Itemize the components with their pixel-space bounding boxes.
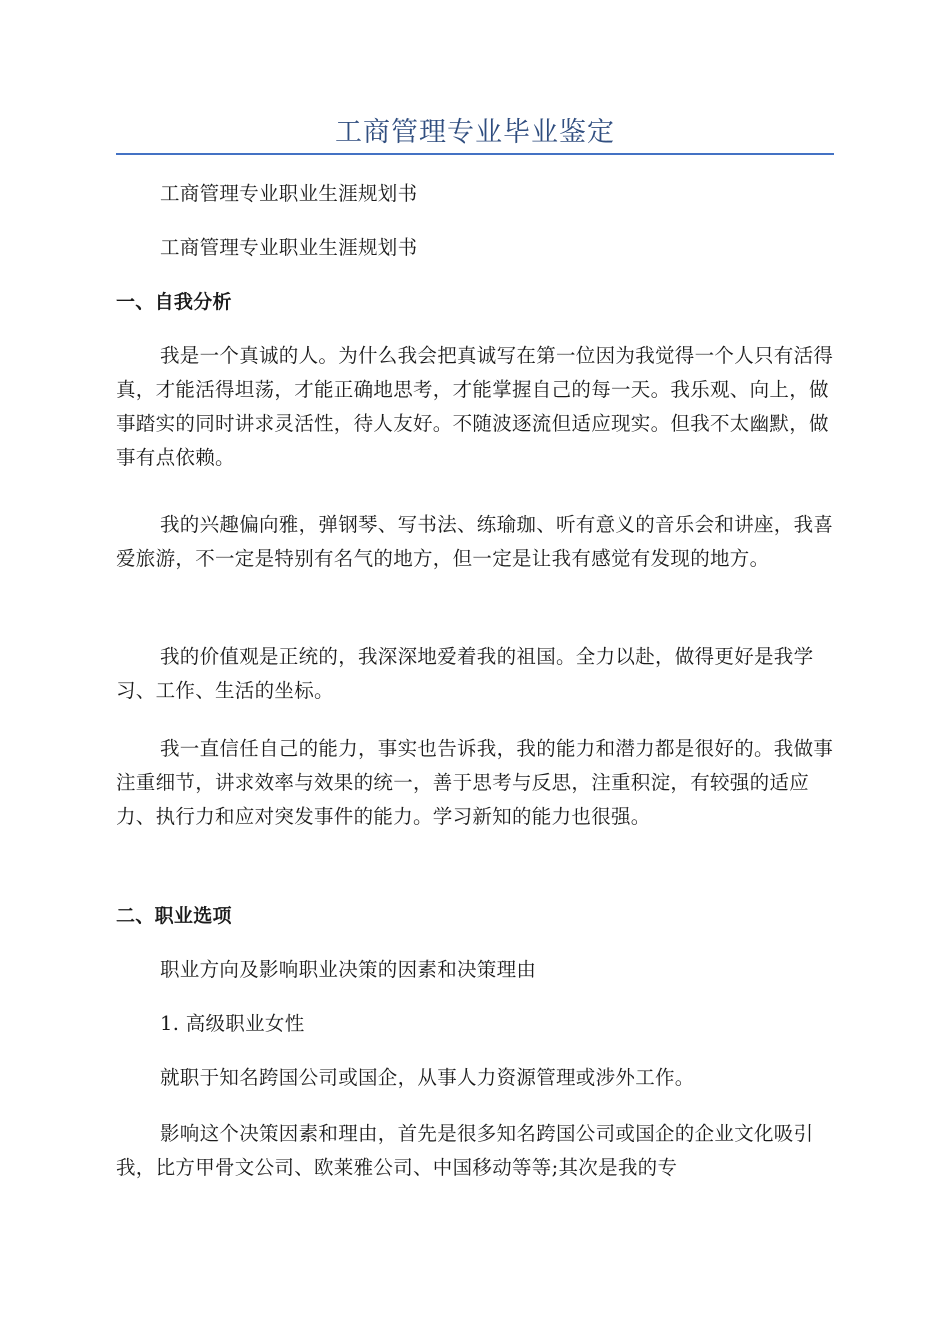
paragraph-interests: 我的兴趣偏向雅，弹钢琴、写书法、练瑜珈、听有意义的音乐会和讲座，我喜爱旅游，不一定是特别有名气的地方，但一定是让我有感觉有发现的地方。 xyxy=(116,513,834,570)
section-heading-career-options: 二、职业选项 xyxy=(116,905,232,927)
subtitle-line-1: 工商管理专业职业生涯规划书 xyxy=(160,182,418,205)
paragraph-abilities: 我一直信任自己的能力，事实也告诉我，我的能力和潜力都是很好的。我做事注重细节，讲求效率与效果的统一，善于思考与反思，注重积淀，有较强的适应力、执行力和应对突发事件的能力。学习新知的能力也很强。 xyxy=(116,737,834,828)
document-title: 工商管理专业毕业鉴定 xyxy=(335,117,615,148)
paragraph-career-direction: 职业方向及影响职业决策的因素和决策理由 xyxy=(160,958,537,981)
paragraph-values: 我的价值观是正统的，我深深地爱着我的祖国。全力以赴，做得更好是我学习、工作、生活的坐标。 xyxy=(116,645,814,702)
paragraph-decision-factors: 影响这个决策因素和理由，首先是很多知名跨国公司或国企的企业文化吸引我，比方甲骨文公司、欧莱雅公司、中国移动等等;其次是我的专 xyxy=(116,1122,814,1179)
subtitle-line-2: 工商管理专业职业生涯规划书 xyxy=(160,236,418,259)
section-heading-self-analysis: 一、自我分析 xyxy=(116,291,232,313)
paragraph-personality: 我是一个真诚的人。为什么我会把真诚写在第一位因为我觉得一个人只有活得真，才能活得坦荡，才能正确地思考，才能掌握自己的每一天。我乐观、向上，做事踏实的同时讲求灵活性，待人友好。不随波逐流但适应现实。但我不太幽默，做事有点依赖。 xyxy=(116,344,834,469)
list-item-1: 1. 高级职业女性 xyxy=(160,1012,305,1035)
paragraph-employment: 就职于知名跨国公司或国企，从事人力资源管理或涉外工作。 xyxy=(160,1066,695,1089)
title-underline xyxy=(116,153,834,155)
